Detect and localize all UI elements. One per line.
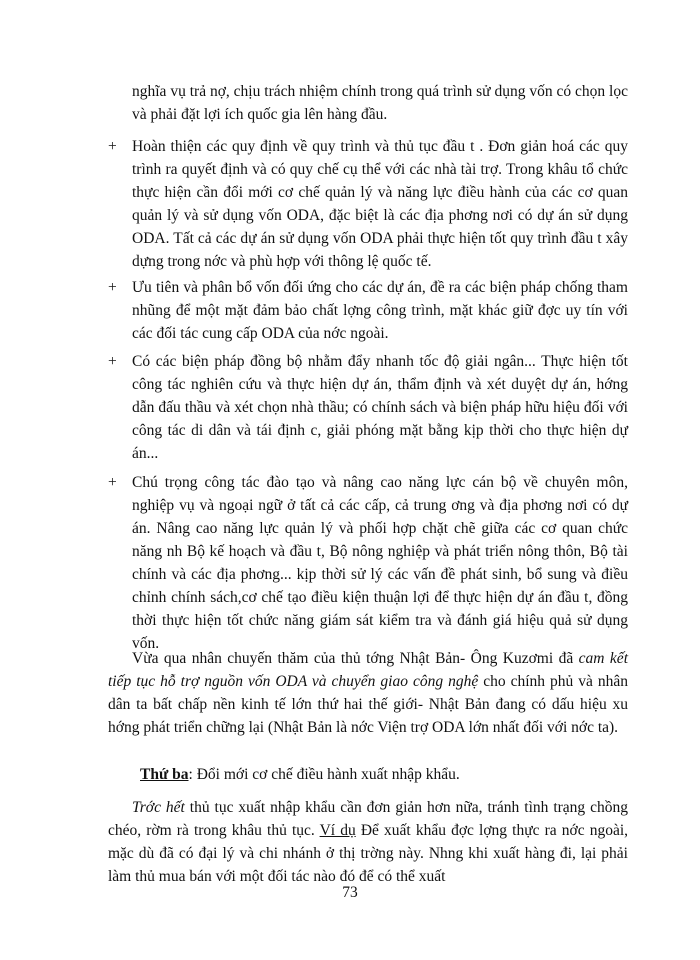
section-label: Thứ ba <box>140 766 189 783</box>
emphasis-text: Trớc hết <box>132 799 185 816</box>
page-number: 73 <box>342 884 358 901</box>
text-run: thủ tục xuất nhập khẩu cần đơn giản hơn nữa, tránh tình trạng chồng chéo, rờm rà trong khâu thủ tục. <box>108 799 628 839</box>
text-run: Vừa qua nhân chuyến thăm của thủ tớng Nhật Bản- Ông Kuzơmi đã <box>132 650 579 667</box>
bullet-marker: + <box>108 279 117 296</box>
paragraph-japan-visit <box>108 647 628 739</box>
text-run: Để xuất khẩu đợc lợng thực ra nớc ngoài, mặc dù đã có đại lý và chi nhánh ở thị trờng này. Nhng khi xuất hàng đi, lại phải làm thủ mua bán với một đối tác nào đó để có thể xuất <box>108 822 629 885</box>
paragraph-disbursement: Có các biện pháp đồng bộ nhằm đẩy nhanh tốc độ giải ngân... Thực hiện tốt công tác nghiên cứu và thực hiện dự án, thẩm định và xét duyệt dự án, hớng dẫn đấu thầu và xét chọn nhà thầu; có chính sách và biện pháp hữu hiệu đối với công tác di dân và tái định c, giải phóng mặt bằng kịp thời cho thực hiện dự án... <box>132 353 628 462</box>
bullet-marker: + <box>108 474 117 491</box>
paragraph-procedures: Hoàn thiện các quy định về quy trình và thủ tục đầu t . Đơn giản hoá các quy trình ra quyết định và có quy chế cụ thể với các nhà tài trợ. Trong khâu tổ chức thực hiện cần đổi mới cơ chế quản lý và năng lực điều hành của các cơ quan quản lý và sử dụng vốn ODA, đặc biệt là các địa phơng nơi có dự án sử dụng ODA. Tất cả các dự án sử dụng vốn ODA phải thực hiện tốt quy trình đầu t xây dựng trong nớc và phù hợp với thông lệ quốc tế. <box>132 138 628 270</box>
section-title: : Đổi mới cơ chế điều hành xuất nhập khẩu. <box>188 766 460 783</box>
section-heading-third <box>108 763 628 786</box>
paragraph-counterpart-funds: Ưu tiên và phân bổ vốn đối ứng cho các dự án, đề ra các biện pháp chống tham nhũng để một mặt đảm bảo chất lợng công trình, mặt khác giữ đợc uy tín với các đối tác cung cấp ODA của nớc ngoài. <box>132 279 628 342</box>
example-label: Ví dụ <box>319 822 356 839</box>
text-run: cho chính phủ và nhân dân ta bất chấp nền kinh tế lớn thứ hai thế giới- Nhật Bản đang có dấu hiệu xu hớng phát triển chững lại (Nhật Bản là nớc Viện trợ ODA lớn nhất đối với nớc ta). <box>108 673 629 736</box>
bullet-marker: + <box>108 353 117 370</box>
bullet-marker: + <box>108 138 117 155</box>
paragraph-continuation: nghĩa vụ trả nợ, chịu trách nhiệm chính trong quá trình sử dụng vốn có chọn lọc và phải đặt lợi ích quốc gia lên hàng đầu. <box>132 83 628 123</box>
paragraph-export-procedures <box>108 796 628 888</box>
paragraph-training: Chú trọng công tác đào tạo và nâng cao năng lực cán bộ về chuyên môn, nghiệp vụ và ngoại ngữ ở tất cả các cấp, cả trung ơng và địa phơng nơi có dự án. Nâng cao năng lực quản lý và phối hợp chặt chẽ giữa các cơ quan chức năng nh Bộ kế hoạch và đầu t, Bộ nông nghiệp và phát triển nông thôn, Bộ tài chính và các địa phơng... kịp thời sử lý các vấn đề phát sinh, bổ sung và điều chỉnh chính sách,cơ chế tạo điều kiện thuận lợi để thực hiện dự án đầu t, đồng thời thực hiện tốt chức năng giám sát kiểm tra và đánh giá hiệu quả sử dụng vốn. <box>132 474 628 652</box>
emphasis-text: cam kết tiếp tục hỗ trợ nguồn vốn ODA và chuyển giao công nghệ <box>108 650 628 690</box>
